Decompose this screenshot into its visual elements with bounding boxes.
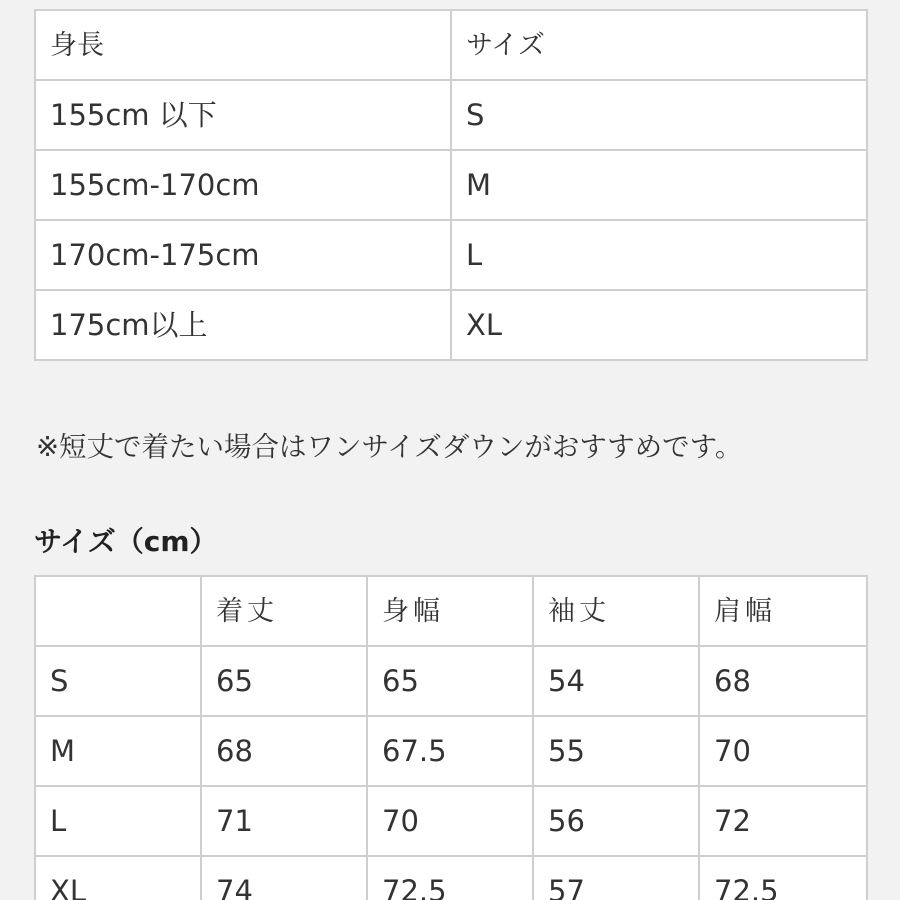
height-size-table xyxy=(34,9,868,361)
size-label-cell: S xyxy=(35,646,201,716)
body-width-cell: 70 xyxy=(367,786,533,856)
body-width-cell: 72.5 xyxy=(367,856,533,900)
length-cell: 74 xyxy=(201,856,367,900)
sleeve-length-cell: 56 xyxy=(533,786,699,856)
shoulder-width-cell: 72 xyxy=(699,786,867,856)
table-row xyxy=(35,786,867,856)
sleeve-length-cell: 55 xyxy=(533,716,699,786)
length-cell: 71 xyxy=(201,786,367,856)
body-width-cell: 67.5 xyxy=(367,716,533,786)
length-cell: 68 xyxy=(201,716,367,786)
size-section-title: サイズ（cm） xyxy=(34,525,218,558)
size-cell: L xyxy=(451,220,867,290)
header-body-width: 身幅 xyxy=(367,576,533,646)
size-label-cell: M xyxy=(35,716,201,786)
table-row xyxy=(35,220,867,290)
size-label-cell: XL xyxy=(35,856,201,900)
size-cell: M xyxy=(451,150,867,220)
table-row xyxy=(35,290,867,360)
size-measurement-table xyxy=(34,575,868,900)
header-size: サイズ xyxy=(451,10,867,80)
sleeve-length-cell: 57 xyxy=(533,856,699,900)
shoulder-width-cell: 70 xyxy=(699,716,867,786)
header-height: 身長 xyxy=(35,10,451,80)
shoulder-width-cell: 72.5 xyxy=(699,856,867,900)
shoulder-width-cell: 68 xyxy=(699,646,867,716)
size-down-note: ※短丈で着たい場合はワンサイズダウンがおすすめです。 xyxy=(36,431,743,463)
height-cell: 175cm以上 xyxy=(35,290,451,360)
size-cell: S xyxy=(451,80,867,150)
table-header-row xyxy=(35,10,867,80)
table-header-row xyxy=(35,576,867,646)
header-length: 着丈 xyxy=(201,576,367,646)
sleeve-length-cell: 54 xyxy=(533,646,699,716)
header-empty xyxy=(35,576,201,646)
table-row xyxy=(35,856,867,900)
height-cell: 155cm-170cm xyxy=(35,150,451,220)
body-width-cell: 65 xyxy=(367,646,533,716)
table-row xyxy=(35,646,867,716)
height-cell: 155cm 以下 xyxy=(35,80,451,150)
height-cell: 170cm-175cm xyxy=(35,220,451,290)
table-row xyxy=(35,150,867,220)
size-cell: XL xyxy=(451,290,867,360)
length-cell: 65 xyxy=(201,646,367,716)
header-shoulder-width: 肩幅 xyxy=(699,576,867,646)
header-sleeve-length: 袖丈 xyxy=(533,576,699,646)
table-row xyxy=(35,716,867,786)
size-label-cell: L xyxy=(35,786,201,856)
table-row xyxy=(35,80,867,150)
